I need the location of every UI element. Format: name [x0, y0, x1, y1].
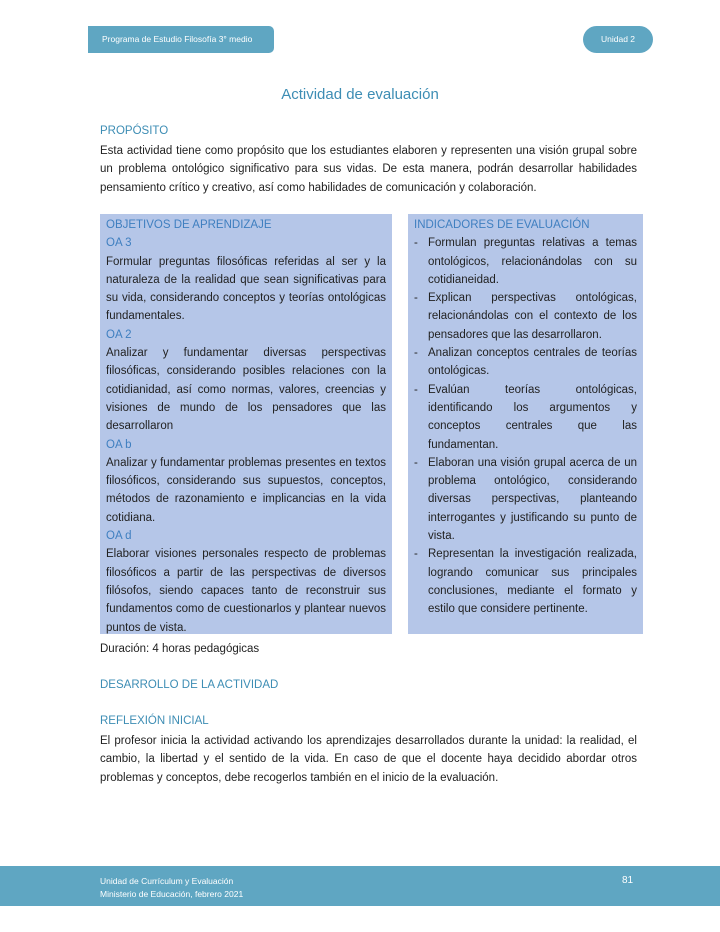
indicator-text: Analizan conceptos centrales de teorías ontológicas.: [428, 347, 637, 378]
indicator-item: [414, 289, 637, 344]
header-program-title: Programa de Estudio Filosofía 3° medio: [102, 34, 253, 44]
indicator-item: [414, 381, 637, 454]
bullet-dash: -: [414, 292, 418, 305]
oa-text: Elaborar visiones personales respecto de problemas filosóficos a partir de las perspectivas de diversos filósofos, siendo capaces tanto de reconstruir sus fundamentos como de cuestionarlos y plantear nuevos puntos de vista.: [106, 548, 386, 634]
indicator-item: [414, 454, 637, 545]
indicator-text: Formulan preguntas relativas a temas ontológicos, relacionándolas con su cotidianeidad.: [428, 237, 637, 286]
indicators-list: [414, 234, 637, 618]
bullet-dash: -: [414, 347, 418, 360]
oa-code: OA 3: [106, 237, 132, 250]
purpose-text: Esta actividad tiene como propósito que los estudiantes elaboren y representen una visión grupal sobre un problema ontológico significativo para sus vidas. De esta manera, podrán desarrollar habilidades pensamiento crítico y creativo, así como habilidades de comunicación y colaboración.: [100, 145, 637, 194]
bullet-dash: -: [414, 237, 418, 250]
duration-text: Duración: 4 horas pedagógicas: [100, 643, 260, 655]
objectives-heading: OBJETIVOS DE APRENDIZAJE: [106, 219, 272, 231]
indicator-item: [414, 344, 637, 381]
header-program-bar: [88, 26, 274, 53]
indicator-text: Evalúan teorías ontológicas, identificando los argumentos y conceptos centrales que las fundamentan.: [428, 383, 637, 451]
indicator-item: [414, 234, 637, 289]
footer-bar: [0, 866, 720, 906]
footer-unit: Unidad de Currículum y Evaluación: [100, 876, 234, 886]
indicator-text: Representan la investigación realizada, logrando comunicar sus principales conclusiones, mediante el formato y estilo que considere pertinente.: [428, 548, 637, 616]
unit-label: Unidad 2: [600, 34, 636, 44]
oa-text: Analizar y fundamentar problemas presentes en textos filosóficos, considerando sus supuestos, conceptos, métodos de razonamiento e implicancias en la vida cotidiana.: [106, 456, 386, 524]
indicator-text: Elaboran una visión grupal acerca de un problema ontológico, considerando diversas perspectivas, planteando interrogantes y justificando su punto de vista.: [428, 456, 637, 543]
page-title: Actividad de evaluación: [281, 86, 439, 103]
bullet-dash: -: [414, 456, 418, 469]
indicators-heading: INDICADORES DE EVALUACIÓN: [414, 219, 590, 231]
reflection-heading: REFLEXIÓN INICIAL: [100, 715, 209, 727]
indicator-text: Explican perspectivas ontológicas, relacionándolas con el contexto de los pensadores que las desarrollaron.: [428, 292, 637, 341]
purpose-heading: PROPÓSITO: [100, 125, 169, 137]
oa-code: OA 2: [106, 328, 132, 341]
oa-code: OA b: [106, 438, 132, 451]
oa-text: Formular preguntas filosóficas referidas al ser y la naturaleza de la realidad que sean significativas para su vida, considerando conceptos y teorías ontológicas fundamentales.: [106, 255, 386, 323]
indicator-item: [414, 545, 637, 618]
unit-badge: [583, 26, 653, 53]
bullet-dash: -: [414, 383, 418, 396]
reflection-text: El profesor inicia la actividad activando los aprendizajes desarrollados durante la unidad: la realidad, el cambio, la libertad y el sentido de la vida. En caso de que el docente haya decidido abordar otros problemas y conceptos, debe recogerlos también en el inicio de la evaluación.: [100, 735, 637, 784]
objectives-box: [100, 214, 392, 634]
bullet-dash: -: [414, 548, 418, 561]
footer-ministry: Ministerio de Educación, febrero 2021: [100, 889, 244, 899]
page-number: 81: [622, 875, 634, 886]
indicators-box: [408, 214, 643, 634]
development-heading: DESARROLLO DE LA ACTIVIDAD: [100, 679, 279, 691]
oa-code: OA d: [106, 530, 132, 543]
oa-text: Analizar y fundamentar diversas perspectivas filosóficas, considerando posibles relaciones con la cotidianidad, así como normas, valores, creencias y visiones de mundo de los pensadores que las desarrollaron: [106, 347, 386, 433]
